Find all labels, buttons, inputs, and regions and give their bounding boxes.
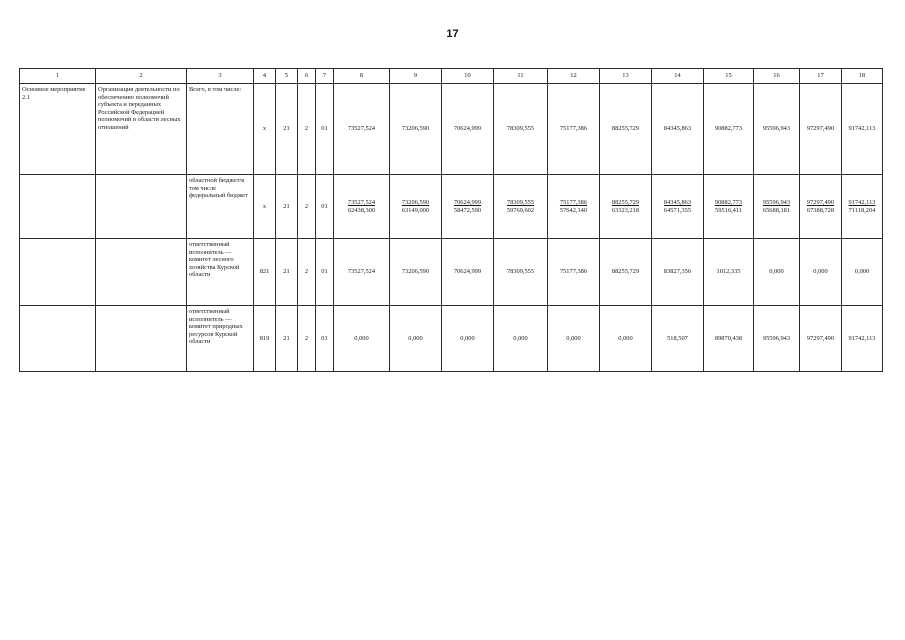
- column-number-13: 13: [600, 69, 652, 84]
- amount-cell: 73206,590: [390, 84, 442, 175]
- amount-cell: 83827,356: [652, 239, 704, 306]
- amount-federal: 64571,355: [663, 206, 692, 214]
- amount-cell: 0,000: [390, 306, 442, 372]
- amount-cell: 75177,386: [548, 239, 600, 306]
- subprogram-code-cell: 2: [298, 306, 316, 372]
- amount-cell: 97297,490: [800, 306, 842, 372]
- description-cell: Организация деятельности по обеспечению полномочий субъекта и переданных Российской Федерацией полномочий в области лесных отношений: [96, 84, 187, 175]
- budget-table: [19, 68, 883, 372]
- amount-federal: 59769,602: [506, 206, 535, 214]
- amount-federal: 63323,218: [611, 206, 640, 214]
- measure-cell: [20, 306, 96, 372]
- funding-source-cell: ответственный исполнитель — комитет природных ресурсов Курской области: [187, 306, 254, 372]
- amount-cell: 0,000: [842, 239, 883, 306]
- program-code-cell: 21: [276, 239, 298, 306]
- amount-cell: 0,000: [442, 306, 494, 372]
- column-number-1: 1: [20, 69, 96, 84]
- amount-total: 75177,386: [559, 198, 588, 206]
- amount-federal: 59516,411: [715, 206, 742, 214]
- table-row: [20, 239, 883, 306]
- amount-cell: [494, 175, 548, 239]
- table-row: [20, 84, 883, 175]
- measure-cell: [20, 175, 96, 239]
- amount-federal: 71118,204: [848, 206, 876, 214]
- column-number-8: 8: [334, 69, 390, 84]
- amount-cell: 0,000: [334, 306, 390, 372]
- program-code-cell: 21: [276, 175, 298, 239]
- subprogram-code-cell: 2: [298, 175, 316, 239]
- amount-cell: [600, 175, 652, 239]
- description-cell: [96, 306, 187, 372]
- amount-federal: 58472,590: [453, 206, 482, 214]
- description-cell: [96, 175, 187, 239]
- amount-cell: 0,000: [548, 306, 600, 372]
- amount-cell: 84345,863: [652, 84, 704, 175]
- column-number-16: 16: [754, 69, 800, 84]
- executor-code-cell: х: [254, 175, 276, 239]
- amount-cell: [390, 175, 442, 239]
- amount-federal: 57642,140: [559, 206, 588, 214]
- subprogram-code-cell: 2: [298, 84, 316, 175]
- amount-total: 78309,555: [506, 198, 535, 206]
- activity-code-cell: 01: [316, 84, 334, 175]
- measure-cell: Основное мероприятие 2.1: [20, 84, 96, 175]
- column-number-4: 4: [254, 69, 276, 84]
- amount-total: 97297,490: [806, 198, 835, 206]
- amount-federal: 65688,181: [762, 206, 791, 214]
- amount-federal: 62438,300: [347, 206, 376, 214]
- amount-total: 70624,999: [453, 198, 482, 206]
- measure-cell: [20, 239, 96, 306]
- subprogram-code-cell: 2: [298, 239, 316, 306]
- amount-cell: 0,000: [754, 239, 800, 306]
- amount-cell: 0,000: [800, 239, 842, 306]
- amount-cell: [704, 175, 754, 239]
- amount-cell: 89870,438: [704, 306, 754, 372]
- column-number-11: 11: [494, 69, 548, 84]
- amount-cell: [754, 175, 800, 239]
- activity-code-cell: 01: [316, 239, 334, 306]
- activity-code-cell: 01: [316, 175, 334, 239]
- amount-total: 90882,773: [714, 198, 743, 206]
- executor-code-cell: 819: [254, 306, 276, 372]
- column-number-3: 3: [187, 69, 254, 84]
- column-number-14: 14: [652, 69, 704, 84]
- amount-cell: 95596,943: [754, 306, 800, 372]
- column-number-15: 15: [704, 69, 754, 84]
- amount-cell: 518,507: [652, 306, 704, 372]
- amount-cell: [548, 175, 600, 239]
- amount-cell: [800, 175, 842, 239]
- amount-cell: 88255,729: [600, 239, 652, 306]
- funding-source-cell: Всего, в том числе:: [187, 84, 254, 175]
- amount-cell: 70624,999: [442, 239, 494, 306]
- amount-cell: 0,000: [600, 306, 652, 372]
- column-number-7: 7: [316, 69, 334, 84]
- amount-cell: 88255,729: [600, 84, 652, 175]
- program-code-cell: 21: [276, 84, 298, 175]
- amount-total: 73206,590: [401, 198, 430, 206]
- amount-cell: 73206,590: [390, 239, 442, 306]
- amount-cell: 91742,113: [842, 306, 883, 372]
- amount-total: 91742,113: [848, 198, 876, 206]
- table-row: [20, 175, 883, 239]
- amount-total: 95596,943: [762, 198, 791, 206]
- program-code-cell: 21: [276, 306, 298, 372]
- column-number-6: 6: [298, 69, 316, 84]
- amount-cell: [442, 175, 494, 239]
- amount-cell: 78309,555: [494, 84, 548, 175]
- amount-cell: 73527,524: [334, 239, 390, 306]
- amount-total: 84345,863: [663, 198, 692, 206]
- amount-cell: [652, 175, 704, 239]
- amount-cell: 70624,999: [442, 84, 494, 175]
- page-number: 17: [446, 28, 459, 40]
- amount-federal: 63149,000: [401, 206, 430, 214]
- amount-cell: 73527,524: [334, 84, 390, 175]
- column-number-2: 2: [96, 69, 187, 84]
- column-number-5: 5: [276, 69, 298, 84]
- amount-cell: 91742,113: [842, 84, 883, 175]
- amount-cell: 78309,555: [494, 239, 548, 306]
- amount-total: 73527,524: [347, 198, 376, 206]
- amount-cell: 90882,773: [704, 84, 754, 175]
- amount-cell: [842, 175, 883, 239]
- column-number-row: [20, 69, 883, 84]
- table-row: [20, 306, 883, 372]
- executor-code-cell: 821: [254, 239, 276, 306]
- activity-code-cell: 01: [316, 306, 334, 372]
- amount-total: 88255,729: [611, 198, 640, 206]
- amount-federal: 67388,728: [806, 206, 835, 214]
- column-number-17: 17: [800, 69, 842, 84]
- amount-cell: 1012,335: [704, 239, 754, 306]
- amount-cell: 0,000: [494, 306, 548, 372]
- column-number-9: 9: [390, 69, 442, 84]
- amount-cell: 95596,943: [754, 84, 800, 175]
- funding-source-cell: ответственный исполнитель — комитет лесного хозяйства Курской области: [187, 239, 254, 306]
- executor-code-cell: х: [254, 84, 276, 175]
- column-number-18: 18: [842, 69, 883, 84]
- amount-cell: [334, 175, 390, 239]
- column-number-12: 12: [548, 69, 600, 84]
- amount-cell: 97297,490: [800, 84, 842, 175]
- column-number-10: 10: [442, 69, 494, 84]
- description-cell: [96, 239, 187, 306]
- amount-cell: 75177,386: [548, 84, 600, 175]
- funding-source-cell: областной бюджет/в том числе федеральный бюджет: [187, 175, 254, 239]
